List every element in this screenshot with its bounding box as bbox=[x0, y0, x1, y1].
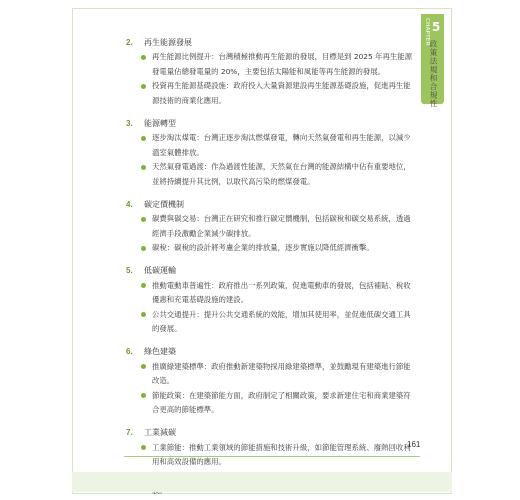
bullet-item bbox=[126, 241, 416, 256]
bullet-dot-icon bbox=[141, 217, 146, 222]
page-content bbox=[126, 34, 416, 499]
section bbox=[126, 115, 416, 189]
bullet-item bbox=[126, 389, 416, 418]
footer-band bbox=[72, 472, 452, 492]
section-title: 綠色建築 bbox=[144, 347, 176, 356]
bullet-item bbox=[126, 360, 416, 389]
bullet-item bbox=[126, 50, 416, 79]
bullet-item bbox=[126, 308, 416, 337]
section-heading bbox=[126, 263, 416, 279]
bullet-text: 再生能源比例提升：台灣積極推動再生能源的發展，目標是到 2025 年再生能源發電量佔總發電量的 20%，主要包括太陽能和風能等再生能源的發展。 bbox=[152, 52, 413, 76]
bullet-text: 推廣綠建築標準：政府推動新建築物採用綠建築標準，並鼓勵現有建築進行節能改造。 bbox=[152, 361, 411, 385]
bullet-dot-icon bbox=[141, 165, 146, 170]
section bbox=[126, 196, 416, 256]
section-heading bbox=[126, 115, 416, 131]
section-number: 2. bbox=[126, 37, 133, 47]
section-title: 碳定價機制 bbox=[144, 199, 184, 209]
bullet-item bbox=[126, 79, 416, 108]
bullet-item bbox=[126, 441, 416, 470]
section-title: 低碳運輸 bbox=[144, 266, 176, 275]
section bbox=[126, 34, 416, 108]
bullet-dot-icon bbox=[141, 55, 146, 60]
bullet-text: 逐步淘汰煤電：台灣正逐步淘汰燃煤發電，轉向天然氣發電和再生能源，以減少溫室氣體排放。 bbox=[152, 133, 411, 157]
section-heading bbox=[126, 34, 416, 50]
bullet-text: 公共交通提升：提升公共交通系統的效能，增加其使用率，並促進低碳交通工具的發展。 bbox=[152, 309, 411, 333]
bullet-dot-icon bbox=[141, 84, 146, 89]
section bbox=[126, 263, 416, 337]
section-number: 3. bbox=[126, 118, 133, 128]
chapter-number: 5 bbox=[432, 20, 441, 34]
bullet-dot-icon bbox=[141, 445, 146, 450]
bullet-dot-icon bbox=[141, 283, 146, 288]
section-title: 能源轉型 bbox=[144, 118, 176, 128]
bullet-item bbox=[126, 160, 416, 189]
bullet-text: 工業節能：推動工業領域的節能措施和技術升級，如節能管理系統、廢熱回收利用和高效設備的應用。 bbox=[152, 442, 411, 466]
section-heading bbox=[126, 425, 416, 441]
section-number: 6. bbox=[126, 347, 133, 356]
bullet-text: 碳費與碳交易：台灣正在研究和推行碳定價機制，包括碳稅和碳交易系統，透過經濟手段激勵企業減少碳排放。 bbox=[152, 214, 411, 238]
bullet-text: 投資再生能源基礎設施：政府投入大量資源建設再生能源基礎設施，促進再生能源技術的商業化應用。 bbox=[152, 81, 411, 105]
section bbox=[126, 344, 416, 418]
bullet-dot-icon bbox=[141, 393, 146, 398]
section-heading bbox=[126, 344, 416, 360]
bullet-dot-icon bbox=[141, 136, 146, 141]
section-number: 7. bbox=[126, 428, 133, 437]
section-title: 再生能源發展 bbox=[144, 37, 192, 47]
chapter-title: 政策法規和合規性 bbox=[429, 40, 438, 108]
bullet-item bbox=[126, 212, 416, 241]
bullet-text: 節能政策：在建築節能方面，政府制定了相關政策，要求新建住宅和商業建築符合更高的節能標準。 bbox=[152, 390, 411, 414]
page-number: 161 bbox=[407, 440, 421, 449]
bullet-dot-icon bbox=[141, 246, 146, 251]
bullet-text: 碳稅：碳稅的設計將考慮企業的排放量，逐步實施以降低經濟衝擊。 bbox=[152, 243, 374, 252]
bullet-dot-icon bbox=[141, 312, 146, 317]
section-number: 5. bbox=[126, 266, 133, 275]
bullet-text: 天然氣發電過渡：作為過渡性能源，天然氣在台灣的能源結構中佔有重要地位，並將持續提升其比例，以取代高污染的燃煤發電。 bbox=[152, 162, 411, 186]
section-number: 4. bbox=[126, 199, 133, 209]
bullet-item bbox=[126, 279, 416, 308]
footer-divider bbox=[124, 456, 420, 457]
bullet-text: 推動電動車普遍性：政府推出一系列政策，促進電動車的發展，包括補貼、稅收優惠和充電基礎設施的建設。 bbox=[152, 280, 411, 304]
section-title: 工業減碳 bbox=[144, 428, 176, 437]
bullet-dot-icon bbox=[141, 364, 146, 369]
chapter-word: CHAPTER bbox=[424, 18, 430, 46]
bullet-item bbox=[126, 131, 416, 160]
section-heading bbox=[126, 196, 416, 212]
